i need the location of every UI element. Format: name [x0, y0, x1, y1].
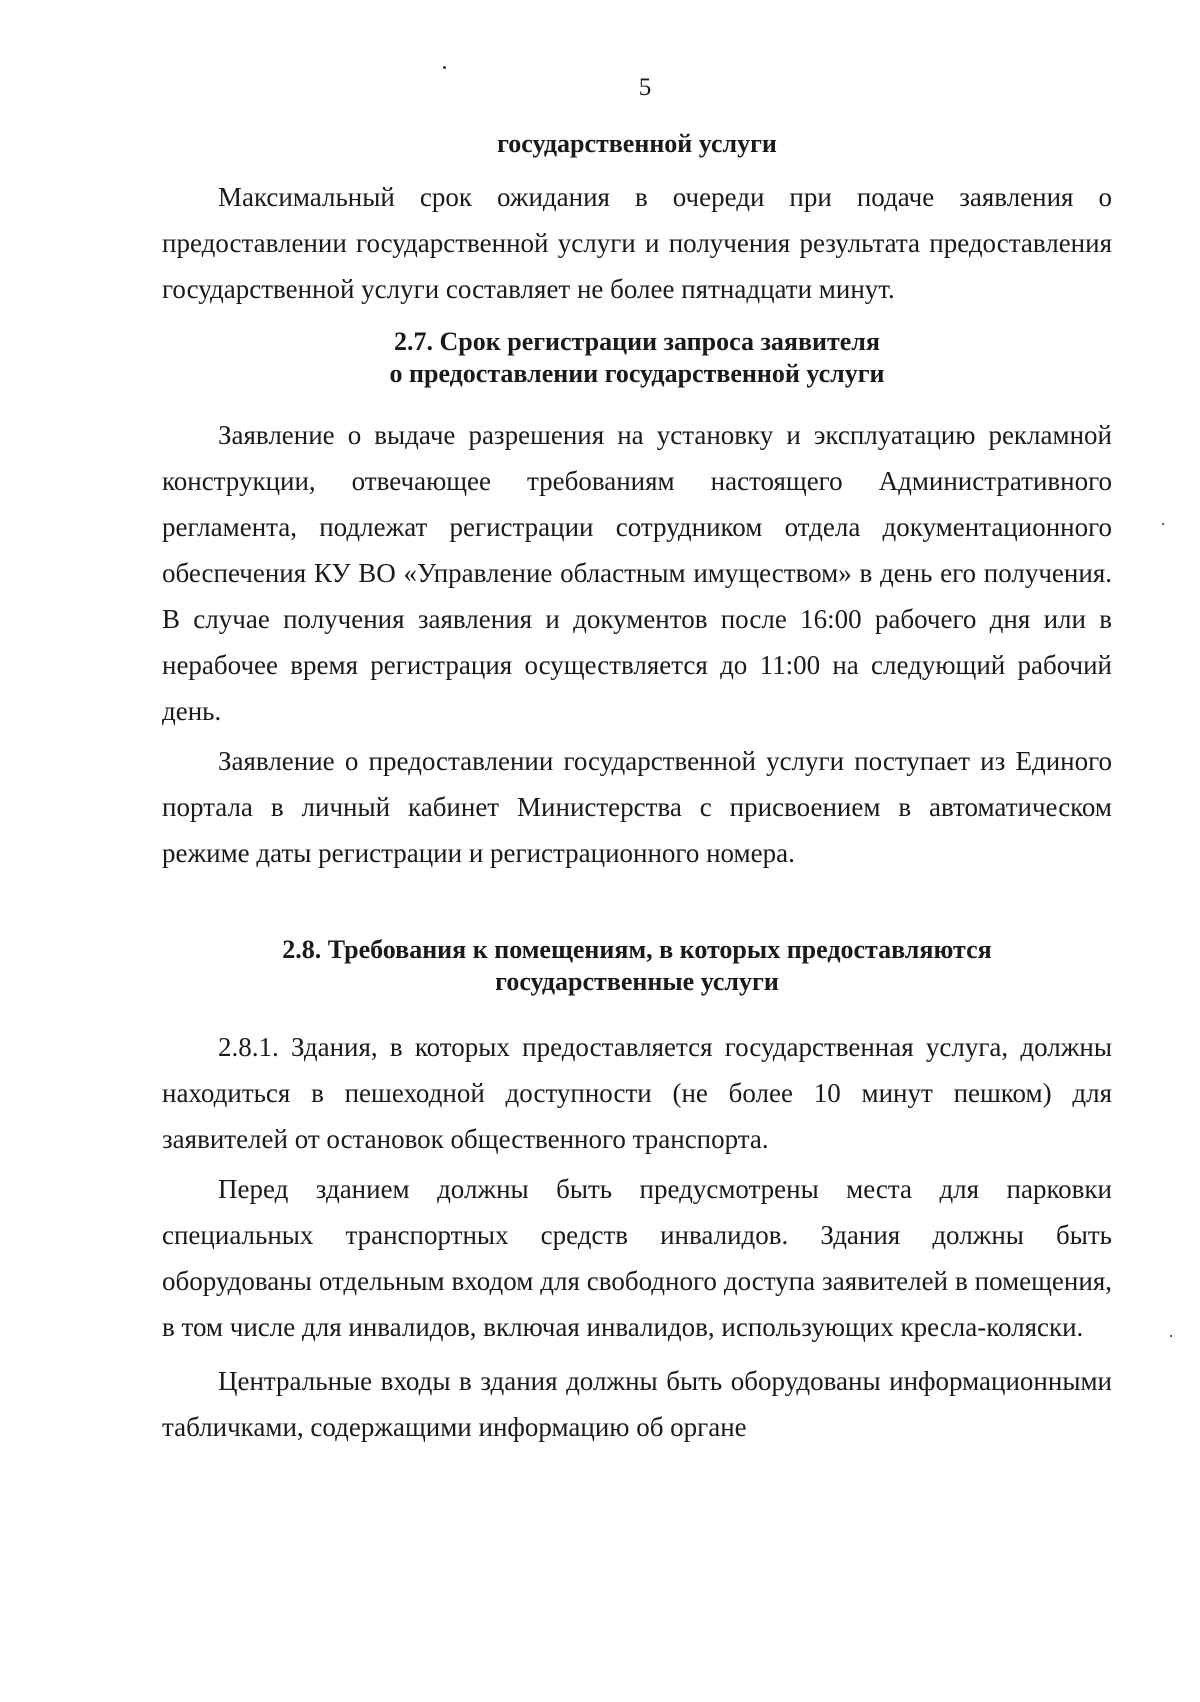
section-heading-2-7-line1: 2.7. Срок регистрации запроса заявителя [394, 327, 880, 356]
paragraph-parking: Перед зданием должны быть предусмотрены места для парковки специальных транспортных средств инвалидов. Здания должны быть оборудованы отдельным входом для свободного доступа заявителей в помещения, в том числе для инвалидов, включая инвалидов, использующих кресла-коляски. [162, 1174, 1112, 1342]
section-heading-2-8-line2: государственные услуги [495, 967, 779, 996]
paragraph-entrances: Центральные входы в здания должны быть оборудованы информационными табличками, содержащими информацию об органе [162, 1366, 1112, 1442]
paragraph-registration: Заявление о выдаче разрешения на установку и эксплуатацию рекламной конструкции, отвечающее требованиям настоящего Административного регламента, подлежат регистрации сотрудником отдела документационного обеспечения КУ ВО «Управление областным имуществом» в день его получения. В случае получения заявления и документов после 16:00 рабочего дня или в нерабочее время регистрация осуществляется до 11:00 на следующий рабочий день. [162, 420, 1112, 726]
section-heading-2-7-line2: о предоставлении государственной услуги [389, 359, 885, 388]
document-body [162, 128, 1112, 1450]
scan-speck [1170, 1335, 1172, 1337]
page-number: 5 [638, 74, 652, 101]
section-heading-2-8 [162, 934, 1112, 998]
section-heading-2-7 [162, 326, 1112, 390]
section-heading-continuation: государственной услуги [497, 129, 777, 158]
section-heading-2-8-line1: 2.8. Требования к помещениям, в которых предоставляются [282, 935, 992, 964]
paragraph-queue-time: Максимальный срок ожидания в очереди при подаче заявления о предоставлении государственной услуги и получения результата предоставления государственной услуги составляет не более пятнадцати минут. [162, 182, 1112, 304]
paragraph-portal: Заявление о предоставлении государственной услуги поступает из Единого портала в личный кабинет Министерства с присвоением в автоматическом режиме даты регистрации и регистрационного номера. [162, 746, 1112, 868]
paragraph-2-8-1: 2.8.1. Здания, в которых предоставляется государственная услуга, должны находиться в пешеходной доступности (не более 10 минут пешком) для заявителей от остановок общественного транспорта. [162, 1032, 1112, 1154]
scan-speck [443, 66, 446, 69]
scan-speck [1162, 523, 1164, 525]
